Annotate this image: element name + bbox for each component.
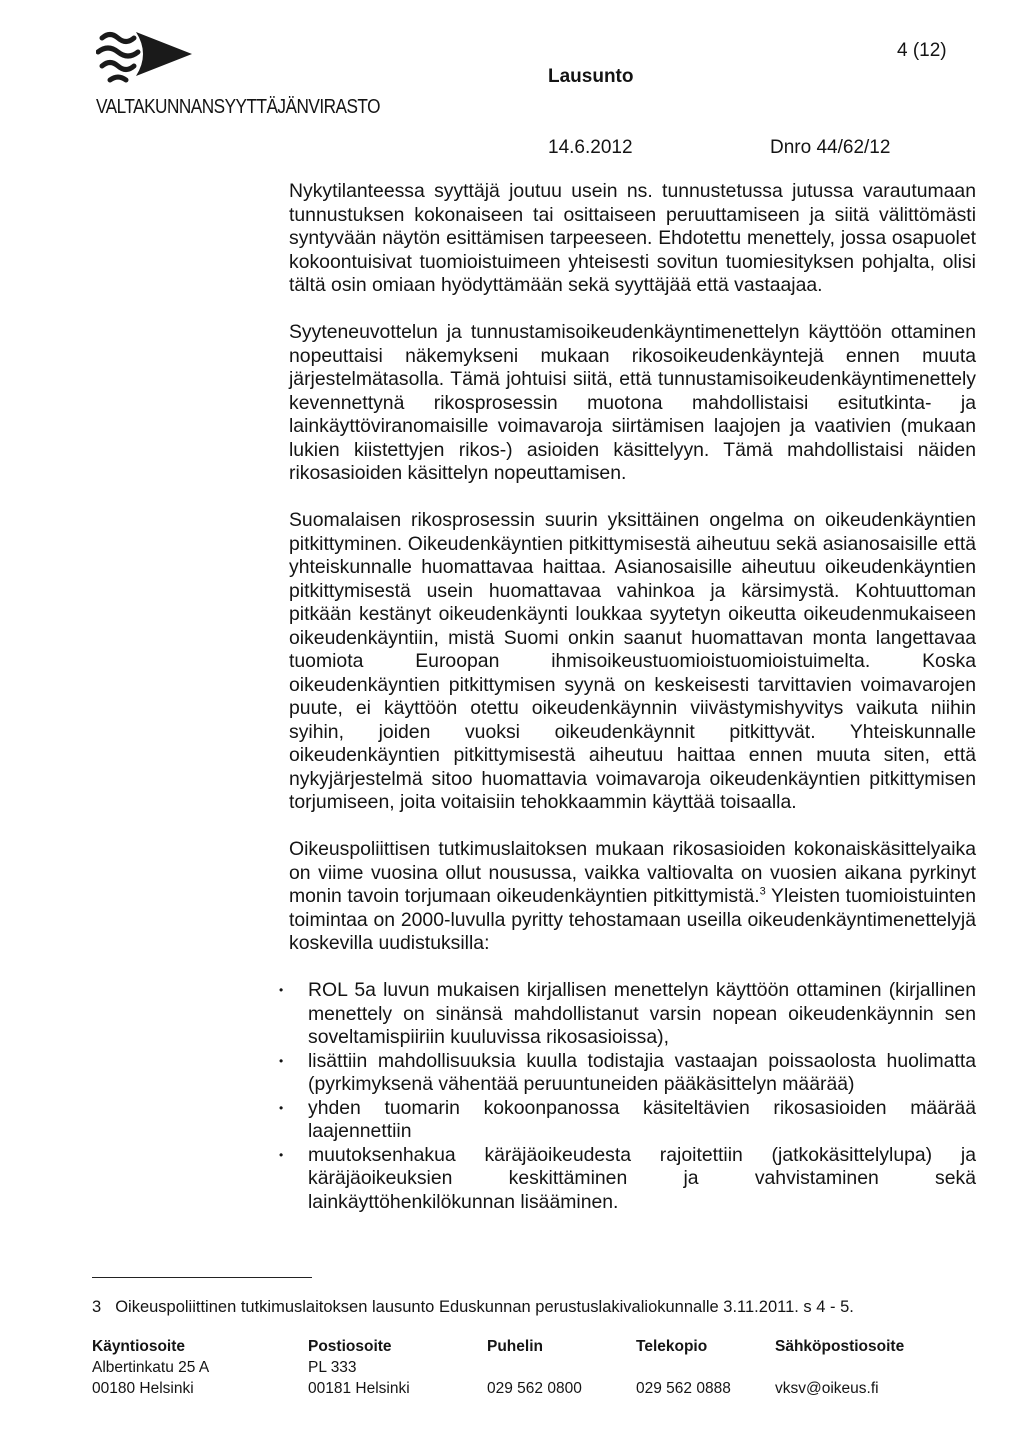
logo-wave-3 <box>102 63 134 70</box>
record-number: Dnro 44/62/12 <box>770 137 891 158</box>
list-item-text: muutoksenhakua käräjäoikeudesta rajoitettiin (jatkokäsittelylupa) ja käräjäoikeuksien keskittäminen ja vahvistaminen sekä lainkäyttöhenkilökunnan lisääminen. <box>308 1143 976 1213</box>
logo-arrow <box>136 32 192 76</box>
footer-visit-label: Käyntiosoite <box>92 1338 186 1355</box>
footer-fax-value: 029 562 0888 <box>636 1380 731 1397</box>
bullet-icon: • <box>279 1147 284 1162</box>
paragraph-4-text-cont: Yleisten tuomioistuinten toimintaa on 2000-luvulla pyritty tehostamaan useilla oikeudenkäyntimenettelyjä koskevilla uudistuksilla: <box>289 885 976 954</box>
page-number: 4 (12) <box>897 40 947 61</box>
footer-visit-address <box>92 1336 209 1399</box>
agency-logo <box>96 26 206 92</box>
bullet-icon: • <box>279 1053 284 1068</box>
reform-list <box>279 979 976 1214</box>
paragraph-1: Nykytilanteessa syyttäjä joutuu usein ns. tunnustetussa jutussa varautumaan tunnustuksen kokonaiseen tai osittaiseen peruuttamiseen ja siitä välittömästi syntyvään näytön esittämisen tarpeeseen. Ehdotettu menettely, jossa osapuolet kokoontuisivat tuomioistuimeen yhteisesti sovitun tuomiesityksen pohjalta, olisi tältä osin omiaan hyödyttämään sekä syyttäjää että vastaajaa. <box>289 180 976 296</box>
footer-fax <box>636 1336 731 1399</box>
footer-postal-label: Postiosoite <box>308 1338 392 1355</box>
footer-postal-city: 00181 Helsinki <box>308 1380 410 1397</box>
list-item <box>279 1050 976 1097</box>
paragraph-3: Suomalaisen rikosprosessin suurin yksittäinen ongelma on oikeudenkäyntien pitkittyminen. Oikeudenkäyntien pitkittymisestä aiheutuu sekä asianosaisille että yhteiskunnalle huomattavaa haittaa. Asianosaisille aiheutuu oikeudenkäyntien pitkittymisestä usein huomattavaa vahinkoa ja kärsimystä. Kohtuuttoman pitkään kestänyt oikeudenkäynti loukkaa syytetyn oikeutta oikeudenmukaiseen oikeudenkäyntiin, mistä Suomi onkin saanut huomattavan monta langettavaa tuomiota Euroopan ihmisoikeustuomioistuomioistuimelta. Koska oikeudenkäyntien pitkittymisen syynä on keskeisesti tarvittavien voimavarojen puute, ei käyttöön otettu oikeudenkäynnin viivästymishyvitys vaikuta niihin syihin, joiden vuoksi oikeudenkäynnit pitkittyvät. Yhteiskunnalle oikeudenkäyntien pitkittymisestä aiheutuu haittaa ennen muuta siten, että nykyjärjestelmä sitoo huomattavia voimavaroja oikeudenkäyntien pitkittymisen torjumiseen, joita voitaisiin tehokkaammin käyttää toisaalla. <box>289 509 976 813</box>
footnote-reference: 3 <box>759 885 766 898</box>
bullet-icon: • <box>279 1100 284 1115</box>
logo-wave-1 <box>102 35 134 42</box>
paragraph-4 <box>289 838 976 956</box>
document-date: 14.6.2012 <box>548 137 633 158</box>
footnote-separator <box>92 1277 312 1278</box>
footer-visit-street: Albertinkatu 25 A <box>92 1359 210 1376</box>
footer-phone-value: 029 562 0800 <box>487 1380 582 1397</box>
footer-postal-address <box>308 1336 410 1399</box>
bullet-icon: • <box>279 983 284 997</box>
document-body <box>279 180 976 1214</box>
footnote-text: Oikeuspoliittinen tutkimuslaitoksen lausunto Eduskunnan perustuslakivaliokunnalle 3.11.2011. s 4 - 5. <box>115 1298 854 1316</box>
list-item-text: yhden tuomarin kokoonpanossa käsiteltävien rikosasioiden määrää laajennettiin <box>308 1096 976 1142</box>
logo-wave-4 <box>110 77 126 80</box>
footer-phone <box>487 1336 582 1399</box>
footnote-number: 3 <box>92 1298 102 1316</box>
logo-wave-2 <box>98 48 138 56</box>
list-item-text: ROL 5a luvun mukaisen kirjallisen menettelyn käyttöön ottaminen (kirjallinen menettely on sinänsä mahdollistanut varsin nopean oikeudenkäynnin sen soveltamispiiriin kuuluvissa rikosasioissa), <box>308 979 976 1048</box>
footer-visit-city: 00180 Helsinki <box>92 1380 194 1397</box>
footer-fax-label: Telekopio <box>636 1338 708 1355</box>
paragraph-2: Syyteneuvottelun ja tunnustamisoikeudenkäyntimenettelyn käyttöön ottaminen nopeuttaisi näkemykseni mukaan rikosoikeudenkäyntejä ennen muuta järjestelmätasolla. Tämä johtuisi siitä, että tunnustamisoikeudenkäyntimenettely kevennettynä rikosprosessin muotona mahdollistaisi esitutkinta- ja lainkäyttöviranomaisille voimavaroja siirtämisen laajojen ja vaativien (mukaan lukien kiistettyjen rikos-) asioiden käsittelyyn. Tämä mahdollistaisi näiden rikosasioiden käsittelyn nopeuttamisen. <box>289 321 976 484</box>
footer-postal-box: PL 333 <box>308 1359 357 1376</box>
footer-email-value: vksv@oikeus.fi <box>775 1380 879 1397</box>
footnote <box>92 1298 854 1317</box>
paragraph-4-text: Oikeuspoliittisen tutkimuslaitoksen mukaan rikosasioiden kokonaiskäsittelyaika on viime vuosina ollut nousussa, vaikka valtiovalta on vuosien aikana pyrkinyt monin tavoin torjumaan oikeudenkäyntien pitkittymistä. <box>289 838 976 907</box>
list-item <box>279 1097 976 1144</box>
document-type: Lausunto <box>548 66 634 87</box>
list-item <box>279 1144 976 1215</box>
footer-email <box>775 1336 904 1399</box>
footer-email-label: Sähköpostiosoite <box>775 1338 905 1355</box>
list-item <box>279 979 976 1050</box>
footer-phone-label: Puhelin <box>487 1338 543 1355</box>
list-item-text: lisättiin mahdollisuuksia kuulla todistajia vastaajan poissaolosta huolimatta (pyrkimyksenä vähentää peruuntuneiden pääkäsittelyn määrää) <box>308 1049 976 1095</box>
agency-name: VALTAKUNNANSYYTTÄJÄNVIRASTO <box>96 96 380 118</box>
